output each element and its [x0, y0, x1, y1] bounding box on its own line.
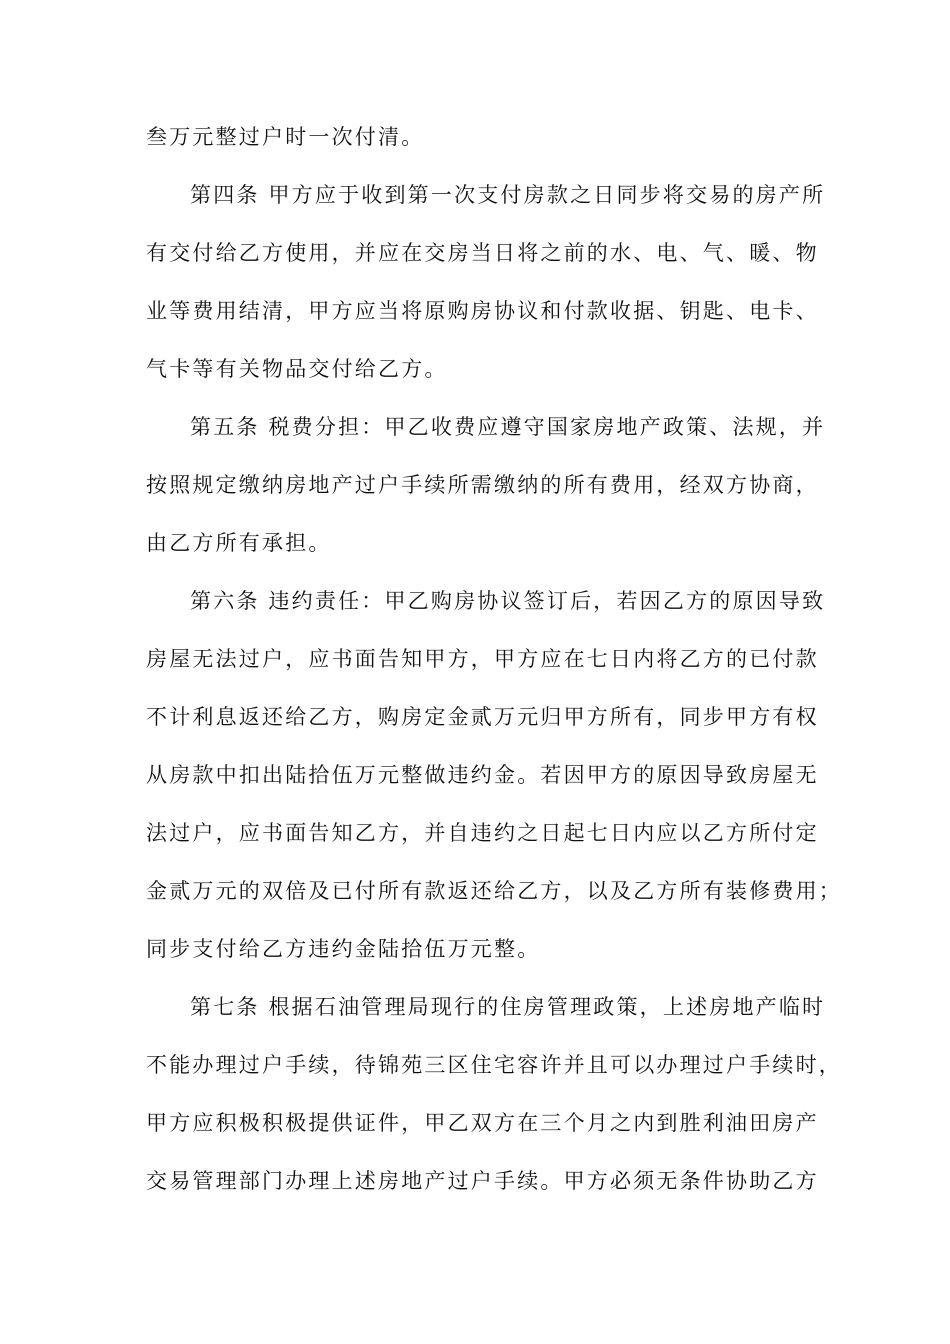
- article-7-heading-line: 第七条 根据石油管理局现行的住房管理政策，上述房地产临时: [190, 995, 826, 1019]
- text-line: 按照规定缴纳房地产过户手续所需缴纳的所有费用，经双方协商，: [146, 473, 819, 497]
- text-line: 有交付给乙方使用，并应在交房当日将之前的水、电、气、暖、物: [146, 241, 819, 265]
- text-line: 房屋无法过户，应书面告知甲方，甲方应在七日内将乙方的已付款: [146, 647, 819, 671]
- text-line: 金贰万元的双倍及已付所有款返还给乙方，以及乙方所有装修费用；: [146, 879, 842, 903]
- text-line: 法过户，应书面告知乙方，并自违约之日起七日内应以乙方所付定: [146, 821, 819, 845]
- text-line: 从房款中扣出陆拾伍万元整做违约金。若因甲方的原因导致房屋无: [146, 763, 819, 787]
- text-line: 不能办理过户手续，待锦苑三区住宅容许并且可以办理过户手续时，: [146, 1053, 842, 1077]
- text-line: 叁万元整过户时一次付清。: [146, 125, 425, 149]
- article-5-heading-line: 第五条 税费分担：甲乙收费应遵守国家房地产政策、法规，并: [190, 415, 826, 439]
- article-4-heading-line: 第四条 甲方应于收到第一次支付房款之日同步将交易的房产所: [190, 183, 826, 207]
- text-line: 业等费用结清，甲方应当将原购房协议和付款收据、钥匙、电卡、: [146, 299, 819, 323]
- text-line: 气卡等有关物品交付给乙方。: [146, 357, 448, 381]
- article-6-heading-line: 第六条 违约责任：甲乙购房协议签订后，若因乙方的原因导致: [190, 589, 826, 613]
- text-line: 甲方应积极积极提供证件，甲乙双方在三个月之内到胜利油田房产: [146, 1111, 819, 1135]
- text-line: 不计利息返还给乙方，购房定金贰万元归甲方所有，同步甲方有权: [146, 705, 819, 729]
- text-line: 同步支付给乙方违约金陆拾伍万元整。: [146, 937, 541, 961]
- text-line: 交易管理部门办理上述房地产过户手续。甲方必须无条件协助乙方: [146, 1169, 819, 1193]
- text-line: 由乙方所有承担。: [146, 531, 332, 555]
